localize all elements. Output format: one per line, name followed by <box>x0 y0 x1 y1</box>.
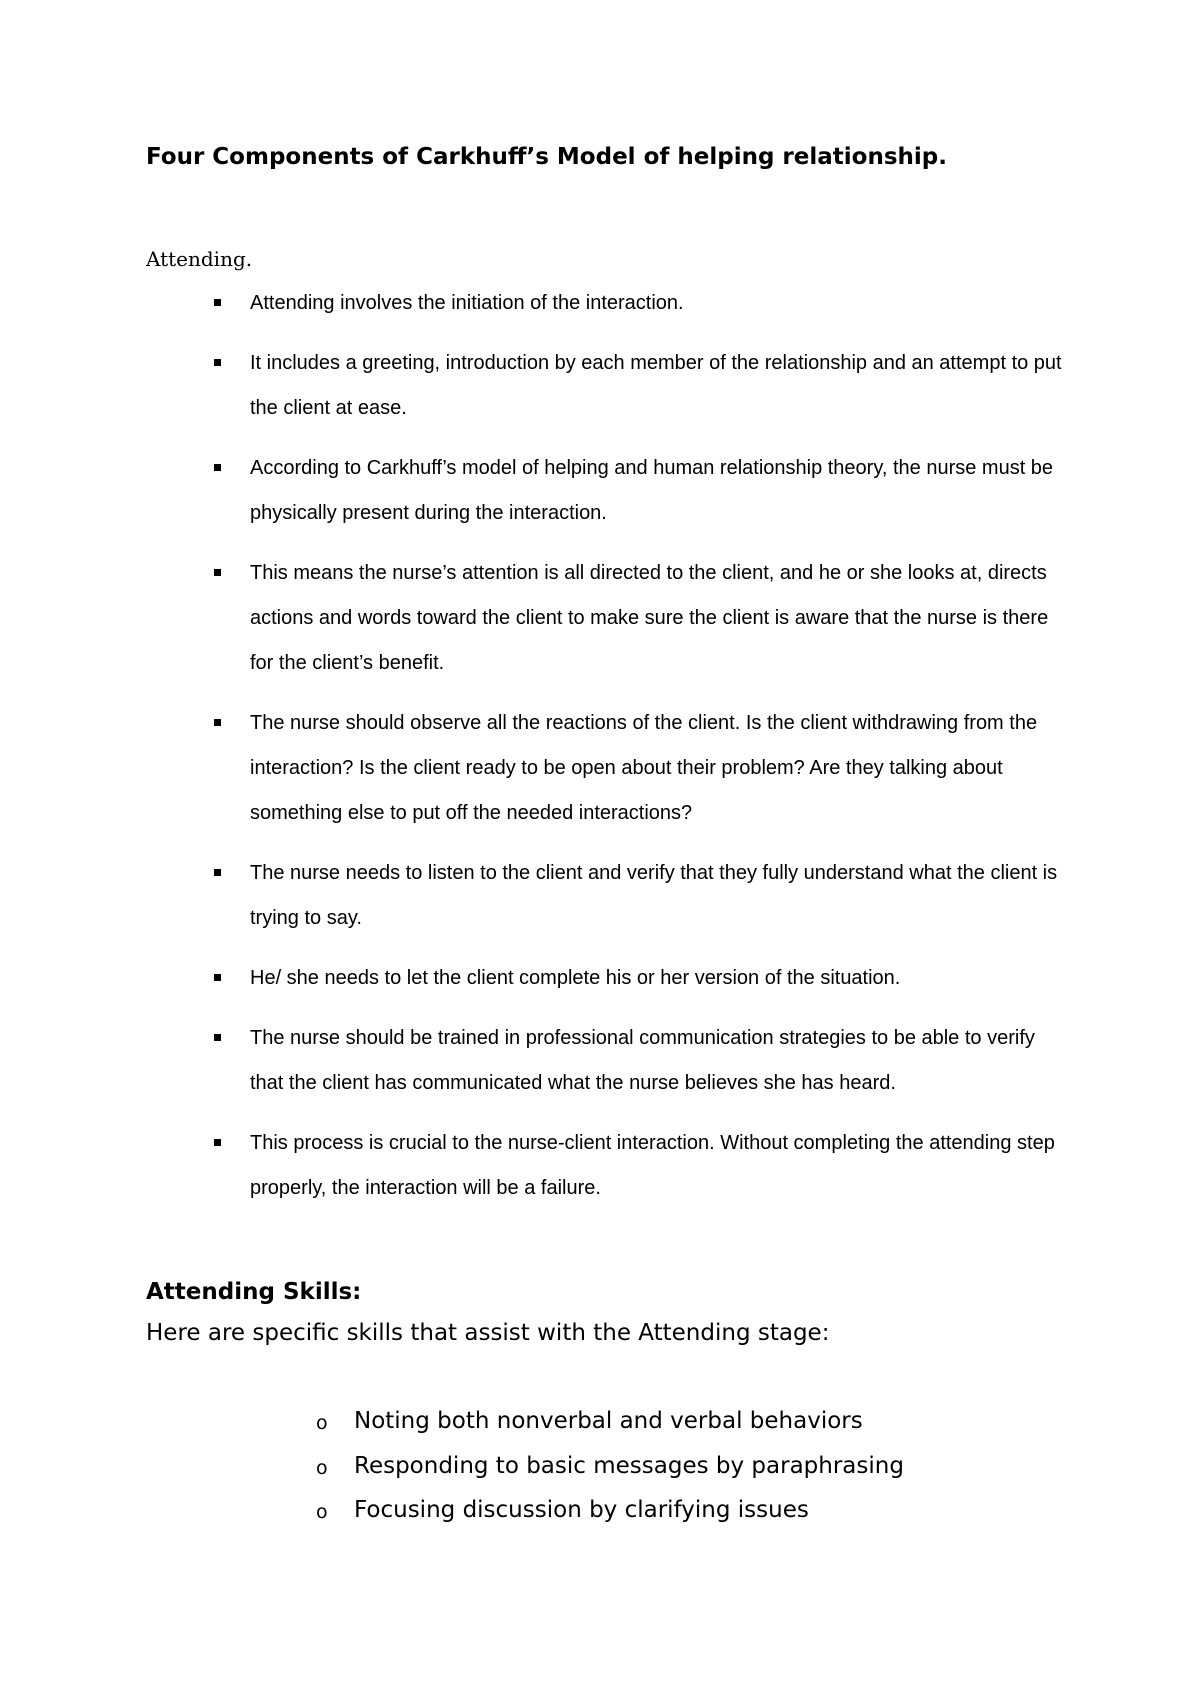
list-item <box>316 1453 904 1479</box>
bullet-text: The nurse needs to listen to the client and verify that they fully understand what the client is trying to say. <box>250 862 1058 929</box>
bullet-text: According to Carkhuff’s model of helping and human relationship theory, the nurse must be physically present during the interaction. <box>250 457 1054 524</box>
skill-text: Responding to basic messages by paraphrasing <box>354 1453 904 1479</box>
list-item <box>316 1497 809 1523</box>
skill-text: Noting both nonverbal and verbal behaviors <box>354 1408 863 1434</box>
section-label-attending: Attending. <box>146 247 253 271</box>
bullet-text: He/ she needs to let the client complete his or her version of the situation. <box>250 967 901 989</box>
bullet-text: It includes a greeting, introduction by each member of the relationship and an attempt to put the client at ease. <box>250 352 1062 419</box>
skills-intro: Here are specific skills that assist with the Attending stage: <box>146 1320 830 1346</box>
circle-bullet-icon: o <box>316 1457 328 1479</box>
bullet-text: This process is crucial to the nurse-client interaction. Without completing the attending step properly, the interaction will be a failure. <box>250 1132 1055 1199</box>
circle-bullet-icon: o <box>316 1412 328 1434</box>
bullet-text: This means the nurse’s attention is all directed to the client, and he or she looks at, directs actions and words toward the client to make sure the client is aware that the nurse is there for the client’s benefit. <box>250 562 1049 674</box>
skills-heading: Attending Skills: <box>146 1279 362 1305</box>
list-item <box>316 1408 863 1434</box>
bullet-text: Attending involves the initiation of the interaction. <box>250 292 684 314</box>
skill-text: Focusing discussion by clarifying issues <box>354 1497 809 1523</box>
bullet-text: The nurse should observe all the reactions of the client. Is the client withdrawing from the interaction? Is the client ready to be open about their problem? Are they talking about something else to put off the needed interactions? <box>250 712 1038 824</box>
document-title: Four Components of Carkhuff’s Model of helping relationship. <box>146 144 947 170</box>
bullet-text: The nurse should be trained in professional communication strategies to be able to verify that the client has communicated what the nurse believes she has heard. <box>250 1027 1035 1094</box>
circle-bullet-icon: o <box>316 1501 328 1523</box>
